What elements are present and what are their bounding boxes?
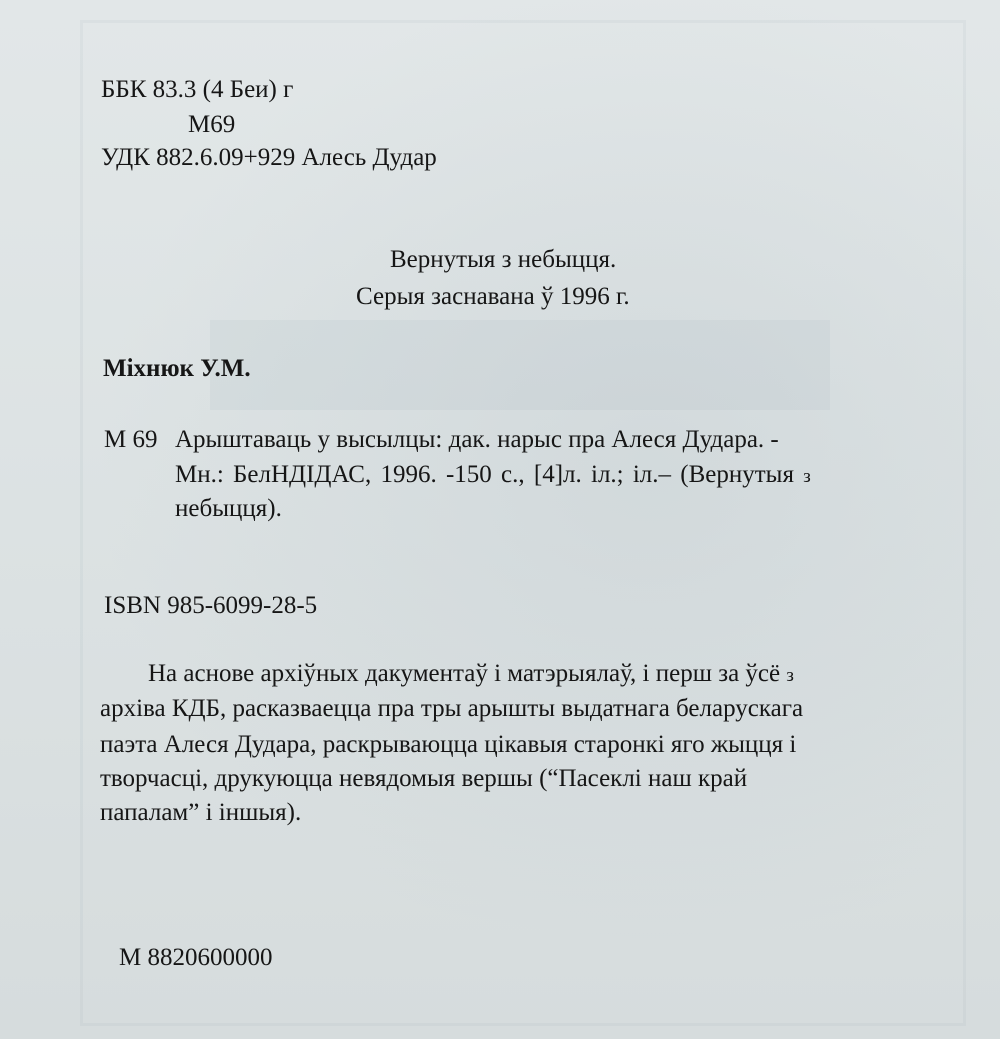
bbk-classification: ББК 83.3 (4 Беи) г xyxy=(101,76,294,103)
catalog-series-line: небыцця). xyxy=(175,495,282,522)
series-title: Вернутыя з небыцця. xyxy=(390,246,617,273)
abstract-line-1 xyxy=(148,659,794,691)
catalog-imprint-tail: з xyxy=(803,466,811,487)
catalog-title-line: Арыштаваць у высылцы: дак. нарыс пра Алеся Дудара. - xyxy=(175,426,779,453)
catalog-imprint-line xyxy=(175,460,811,492)
catalog-imprint-text: Мн.: БелНДІДАС, 1996. -150 с., [4]л. іл.; іл.– (Вернутыя xyxy=(175,461,794,488)
isbn: ISBN 985-6099-28-5 xyxy=(104,592,318,619)
abstract-line-3: паэта Алеся Дудара, раскрываюцца цікавыя старонкі яго жыцця і xyxy=(100,731,797,758)
abstract-line-5: папалам” і іншыя). xyxy=(100,799,302,826)
catalog-code: М 69 xyxy=(104,426,158,453)
abstract-line-2: архіва КДБ, расказваецца пра тры арышты выдатнага беларускага xyxy=(100,695,804,722)
udk-classification: УДК 882.6.09+929 Алесь Дудар xyxy=(101,144,437,171)
author-name: Міхнюк У.М. xyxy=(103,355,251,382)
abstract-line-1-tail: з xyxy=(786,665,794,686)
series-note: Серыя заснавана ў 1996 г. xyxy=(356,283,630,310)
abstract-line-1-text: На аснове архіўных дакументаў і матэрыялаў, і перш за ўсё xyxy=(148,660,781,687)
abstract-line-4: творчасці, друкуюцца невядомыя вершы (“Пасеклі наш край xyxy=(100,765,748,792)
author-mark: М69 xyxy=(188,111,236,138)
reverse-side-bleed-band xyxy=(210,320,830,410)
barcode-code: М 8820600000 xyxy=(119,944,273,971)
